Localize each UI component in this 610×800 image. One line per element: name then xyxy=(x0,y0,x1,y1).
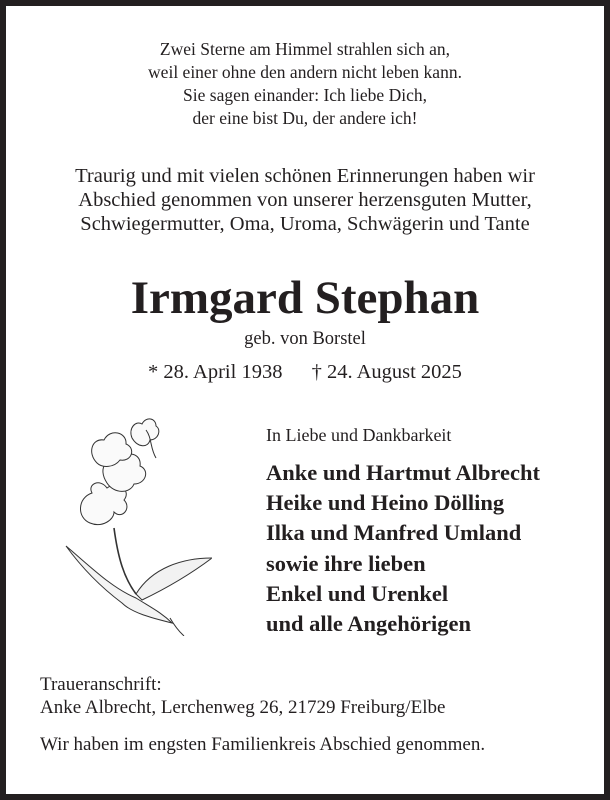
intro-line: Abschied genommen von unserer herzensguten Mutter, xyxy=(78,189,532,211)
mourner: sowie ihre lieben xyxy=(266,550,426,576)
poem xyxy=(0,38,610,130)
born-name: geb. von Borstel xyxy=(244,329,366,349)
thanks-heading: In Liebe und Dankbarkeit xyxy=(266,425,452,445)
intro-text xyxy=(0,164,610,236)
life-dates xyxy=(0,361,610,384)
poem-line: Sie sagen einander: Ich liebe Dich, xyxy=(183,85,427,105)
mourner: und alle Angehörigen xyxy=(266,611,472,637)
address-label: Traueranschrift: xyxy=(40,674,162,695)
death-date: † 24. August 2025 xyxy=(311,361,462,383)
mourning-address xyxy=(40,674,445,719)
birth-date: * 28. April 1938 xyxy=(148,361,283,383)
poem-line: weil einer ohne den andern nicht leben kann. xyxy=(148,62,462,82)
mourner: Enkel und Urenkel xyxy=(266,580,449,606)
mourner: Heike und Heino Dölling xyxy=(266,490,505,516)
mourner: Ilka und Manfred Umland xyxy=(266,520,522,546)
intro-line: Schwiegermutter, Oma, Uroma, Schwägerin und Tante xyxy=(80,213,530,235)
poem-line: der eine bist Du, der andere ich! xyxy=(192,108,418,128)
mourners-list xyxy=(266,458,540,639)
address-value: Anke Albrecht, Lerchenweg 26, 21729 Freiburg/Elbe xyxy=(40,696,446,718)
poem-line: Zwei Sterne am Himmel strahlen sich an, xyxy=(159,39,451,59)
closing-note: Wir haben im engsten Familienkreis Abschied genommen. xyxy=(40,734,486,755)
deceased-name: Irmgard Stephan xyxy=(130,272,480,324)
orchid-drawing-icon xyxy=(52,408,212,636)
intro-line: Traurig und mit vielen schönen Erinnerungen haben wir xyxy=(75,165,535,187)
mourner: Anke und Hartmut Albrecht xyxy=(266,460,540,485)
